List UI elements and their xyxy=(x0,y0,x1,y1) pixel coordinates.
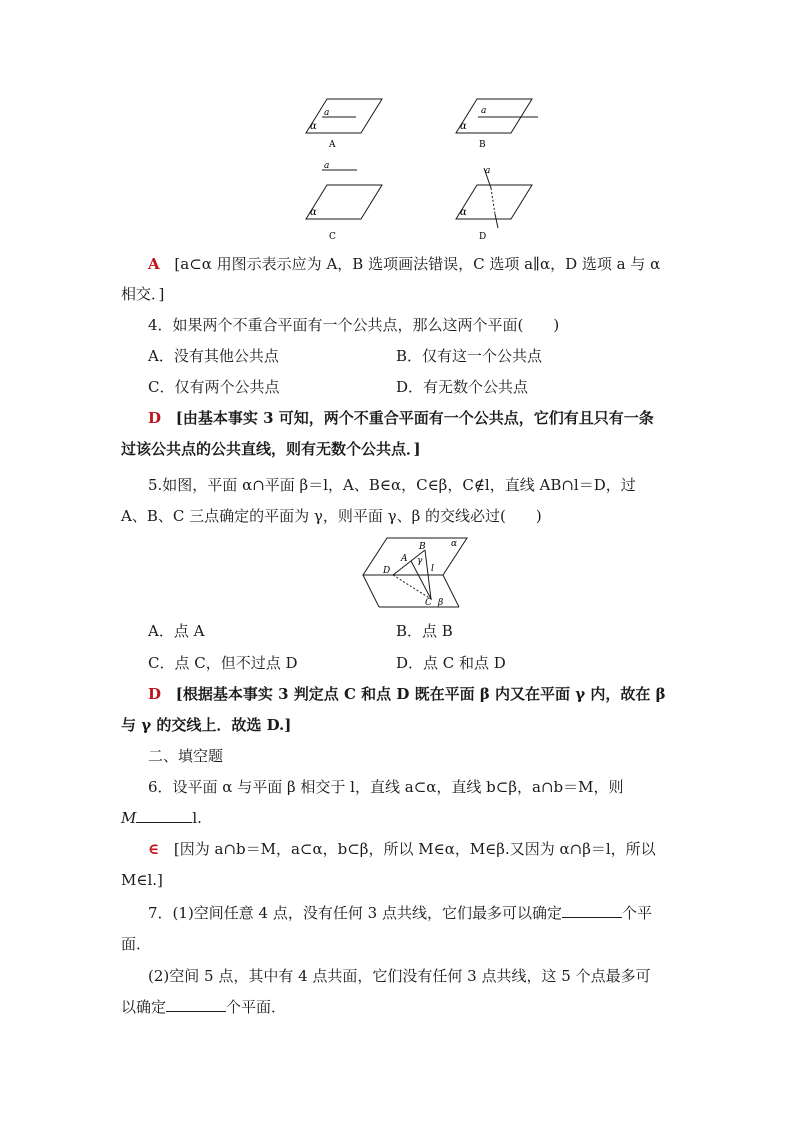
q4-option-d: D．有无数个公共点 xyxy=(396,378,529,396)
plane-d xyxy=(456,185,532,219)
plane-b xyxy=(456,99,532,133)
q5-stem2: A、B、C 三点确定的平面为 γ，则平面 γ、β 的交线必过( ) xyxy=(121,507,542,525)
q4-answer-line1 xyxy=(148,408,654,428)
fig-c-caption: C xyxy=(329,232,336,242)
q7-part1-blank[interactable] xyxy=(562,903,622,918)
fig-b-caption: B xyxy=(479,140,486,150)
figure-b xyxy=(450,95,545,155)
fig-b-plane-label: α xyxy=(460,121,467,132)
fig-c-line-label: a xyxy=(324,161,330,171)
q5-label-l: l xyxy=(431,564,434,574)
fig-d-line-label: a xyxy=(485,166,491,176)
figure-a xyxy=(300,95,390,155)
q3-answer-text1: [a⊂α 用图示表示应为 A，B 选项画法错误，C 选项 a∥α，D 选项 a 与 α xyxy=(174,255,661,273)
q5-label-alpha: α xyxy=(451,539,458,549)
q5-stem1: 5.如图，平面 α∩平面 β＝l，A、B∈α，C∈β，C∉l，直线 AB∩l＝D，过 xyxy=(148,476,636,494)
q6-stem2 xyxy=(121,808,202,828)
q5-option-c: C．点 C，但不过点 D xyxy=(148,654,298,672)
line-dc xyxy=(393,575,431,599)
q5-answer-line1 xyxy=(148,684,666,704)
fig-a-line-label: a xyxy=(324,108,330,118)
line-ac xyxy=(411,561,431,599)
q5-label-d: D xyxy=(383,566,391,576)
q6-blank[interactable] xyxy=(136,808,192,823)
q5-answer-text2: 与 γ 的交线上．故选 D.] xyxy=(121,716,292,734)
q7-part1-pre: 7．(1)空间任意 4 点，没有任何 3 点共线，它们最多可以确定 xyxy=(148,904,562,922)
fig-c-plane-label: α xyxy=(310,207,317,218)
q6-stem2-post: l. xyxy=(192,809,202,827)
q4-option-b: B．仅有这一个公共点 xyxy=(396,347,543,365)
q3-answer-text2: 相交．] xyxy=(121,285,165,303)
q4-option-c: C．仅有两个公共点 xyxy=(148,378,280,396)
q4-answer-letter: D xyxy=(148,409,162,427)
q7-part1-line1 xyxy=(148,903,652,923)
q5-option-b: B．点 B xyxy=(396,622,453,640)
plane-beta-left xyxy=(363,575,379,607)
q5-option-d: D．点 C 和点 D xyxy=(396,654,506,672)
fig-b-line-label: a xyxy=(481,106,487,116)
q7-part2-pre: 以确定 xyxy=(121,998,167,1016)
fig-d-plane-label: α xyxy=(460,207,467,218)
fig-a-caption: A xyxy=(329,140,336,150)
figure-c xyxy=(300,160,390,245)
q7-part2-line1: (2)空间 5 点，其中有 4 点共面，它们没有任何 3 点共线，这 5 个点最多可 xyxy=(148,967,651,985)
q3-answer-letter: A xyxy=(148,255,160,273)
q7-part2-blank[interactable] xyxy=(166,997,226,1012)
line-d-bottom xyxy=(495,214,498,228)
q5-figure xyxy=(355,533,470,613)
q5-label-c: C xyxy=(425,598,432,608)
fig-d-caption: D xyxy=(479,232,487,242)
q6-stem1: 6．设平面 α 与平面 β 相交于 l，直线 a⊂α，直线 b⊂β，a∩b＝M，则 xyxy=(148,778,624,796)
q5-label-gamma: γ xyxy=(417,556,423,566)
q5-answer-letter: D xyxy=(148,685,162,703)
q5-label-a: A xyxy=(401,554,408,564)
plane-c xyxy=(306,185,382,219)
q4-answer-text2: 过该公共点的公共直线，则有无数个公共点．] xyxy=(121,440,421,458)
q7-part1-line2: 面． xyxy=(121,935,152,953)
plane-a xyxy=(306,99,382,133)
q5-label-b: B xyxy=(419,542,426,552)
q3-answer-line1 xyxy=(148,254,660,274)
q6-stem2-pre: M xyxy=(121,809,137,827)
q6-answer-symbol: ∈ xyxy=(148,840,160,858)
q4-option-a: A．没有其他公共点 xyxy=(148,347,279,365)
q5-label-beta: β xyxy=(438,598,444,608)
figure-d xyxy=(450,160,545,245)
fig-a-plane-label: α xyxy=(310,121,317,132)
q4-stem: 4．如果两个不重合平面有一个公共点，那么这两个平面( ) xyxy=(148,316,560,334)
q5-option-a: A．点 A xyxy=(148,622,205,640)
q7-part2-post: 个平面． xyxy=(226,998,287,1016)
q6-answer-line1 xyxy=(148,839,656,859)
q7-part2-line2 xyxy=(121,997,286,1017)
section-heading: 二、填空题 xyxy=(148,747,224,765)
q7-part1-post: 个平 xyxy=(621,904,652,922)
q6-answer-text2: M∈l.] xyxy=(121,871,163,889)
line-d-dashed xyxy=(491,188,495,214)
q5-answer-text1: [根据基本事实 3 判定点 C 和点 D 既在平面 β 内又在平面 γ 内，故在 β xyxy=(175,685,666,703)
plane-beta-right xyxy=(443,575,459,607)
q4-answer-text1: [由基本事实 3 可知，两个不重合平面有一个公共点，它们有且只有一条 xyxy=(175,409,654,427)
q6-answer-text1: [因为 a∩b＝M，a⊂α，b⊂β，所以 M∈α，M∈β.又因为 α∩β＝l，所以 xyxy=(173,840,656,858)
